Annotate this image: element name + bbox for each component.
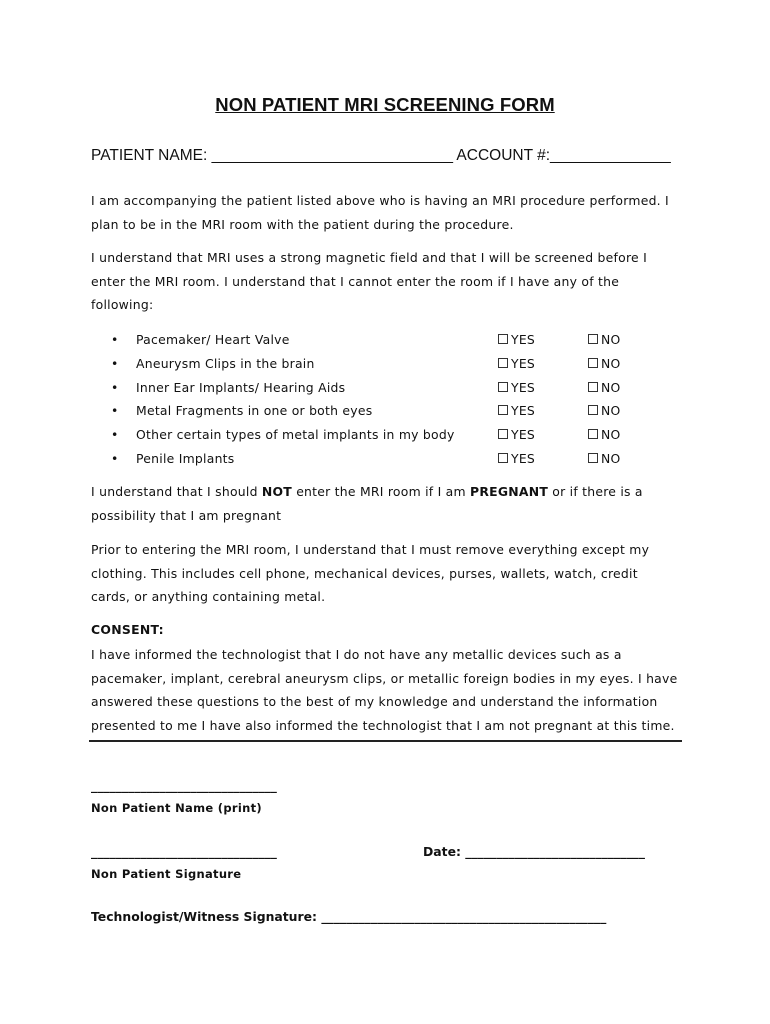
pregnancy-text-1: I understand that I should <box>91 484 262 499</box>
consent-title: CONSENT: <box>91 622 164 637</box>
date-row <box>423 844 645 859</box>
list-item <box>91 427 691 451</box>
pregnancy-word: PREGNANT <box>470 484 549 499</box>
item-label: Metal Fragments in one or both eyes <box>136 403 373 418</box>
no-checkbox[interactable] <box>588 332 621 347</box>
checkbox-icon <box>588 382 598 392</box>
checkbox-icon <box>588 429 598 439</box>
pregnancy-text-2: enter the MRI room if I am <box>292 484 471 499</box>
no-checkbox[interactable] <box>588 451 621 466</box>
checkbox-icon <box>498 429 508 439</box>
bullet: • <box>111 403 119 418</box>
no-checkbox[interactable] <box>588 356 621 371</box>
bullet: • <box>111 356 119 371</box>
bullet: • <box>111 332 119 347</box>
yes-label: YES <box>511 332 536 347</box>
pregnancy-not: NOT <box>261 484 292 499</box>
yes-label: YES <box>511 451 536 466</box>
account-field[interactable]: ______________ <box>550 147 671 164</box>
no-label: NO <box>601 380 621 395</box>
intro-paragraph: I am accompanying the patient listed above who is having an MRI procedure performed. I plan to be in the MRI room with the patient during the procedure. <box>91 193 669 232</box>
yes-label: YES <box>511 356 536 371</box>
technologist-signature-field[interactable]: ______________________________________________ <box>321 909 607 924</box>
yes-checkbox[interactable] <box>498 356 535 371</box>
checkbox-icon <box>588 358 598 368</box>
signature-field[interactable]: ______________________________ <box>91 844 277 859</box>
yes-checkbox[interactable] <box>498 380 535 395</box>
name-print-field[interactable]: ______________________________ <box>91 778 277 793</box>
yes-checkbox[interactable] <box>498 427 535 442</box>
item-label: Aneurysm Clips in the brain <box>136 356 315 371</box>
date-field[interactable]: _____________________________ <box>465 844 645 859</box>
bullet: • <box>111 451 119 466</box>
checkbox-icon <box>498 382 508 392</box>
item-label: Penile Implants <box>136 451 235 466</box>
item-label: Inner Ear Implants/ Hearing Aids <box>136 380 346 395</box>
bullet: • <box>111 427 119 442</box>
checkbox-icon <box>498 358 508 368</box>
checkbox-icon <box>588 334 598 344</box>
list-item <box>91 403 691 427</box>
technologist-row <box>91 909 606 924</box>
pregnancy-text-3: or if there is a possibility that I am pregnant <box>91 484 643 523</box>
mri-understanding-paragraph: I understand that MRI uses a strong magnetic field and that I will be screened before I enter the MRI room. I understand that I cannot enter the room if I have any of the following: <box>91 250 648 312</box>
date-label: Date: <box>423 844 461 859</box>
list-item <box>91 332 691 356</box>
no-label: NO <box>601 356 621 371</box>
patient-name-label: PATIENT NAME: <box>91 147 208 164</box>
checkbox-icon <box>498 405 508 415</box>
list-item <box>91 356 691 380</box>
checkbox-icon <box>498 334 508 344</box>
remove-items-paragraph: Prior to entering the MRI room, I understand that I must remove everything except my clothing. This includes cell phone, mechanical devices, purses, wallets, watch, credit cards, or anything containing metal. <box>91 542 650 604</box>
section-divider <box>89 740 682 742</box>
consent-paragraph: I have informed the technologist that I do not have any metallic devices such as a pacemaker, implant, cerebral aneurysm clips, or metallic foreign bodies in my eyes. I have answered these questions to the best of my knowledge and understand the information presented to me I have also informed the technologist that I am not pregnant at this time. <box>91 647 678 733</box>
list-item <box>91 451 691 475</box>
patient-account-row <box>91 147 691 165</box>
patient-name-field[interactable]: ____________________________ <box>211 147 453 164</box>
name-print-caption: Non Patient Name (print) <box>91 801 262 815</box>
yes-checkbox[interactable] <box>498 332 535 347</box>
account-label: ACCOUNT #: <box>456 147 550 164</box>
pregnancy-paragraph <box>91 480 651 527</box>
checkbox-icon <box>588 405 598 415</box>
checkbox-icon <box>498 453 508 463</box>
item-label: Pacemaker/ Heart Valve <box>136 332 290 347</box>
no-checkbox[interactable] <box>588 427 621 442</box>
technologist-label: Technologist/Witness Signature: <box>91 909 317 924</box>
no-checkbox[interactable] <box>588 403 621 418</box>
list-item <box>91 380 691 404</box>
no-checkbox[interactable] <box>588 380 621 395</box>
checkbox-icon <box>588 453 598 463</box>
signature-caption: Non Patient Signature <box>91 867 242 881</box>
no-label: NO <box>601 332 621 347</box>
yes-label: YES <box>511 403 536 418</box>
yes-label: YES <box>511 427 536 442</box>
item-label: Other certain types of metal implants in my body <box>136 427 455 442</box>
no-label: NO <box>601 427 621 442</box>
no-label: NO <box>601 451 621 466</box>
bullet: • <box>111 380 119 395</box>
yes-checkbox[interactable] <box>498 403 535 418</box>
form-title: NON PATIENT MRI SCREENING FORM <box>215 94 555 115</box>
yes-label: YES <box>511 380 536 395</box>
yes-checkbox[interactable] <box>498 451 535 466</box>
no-label: NO <box>601 403 621 418</box>
